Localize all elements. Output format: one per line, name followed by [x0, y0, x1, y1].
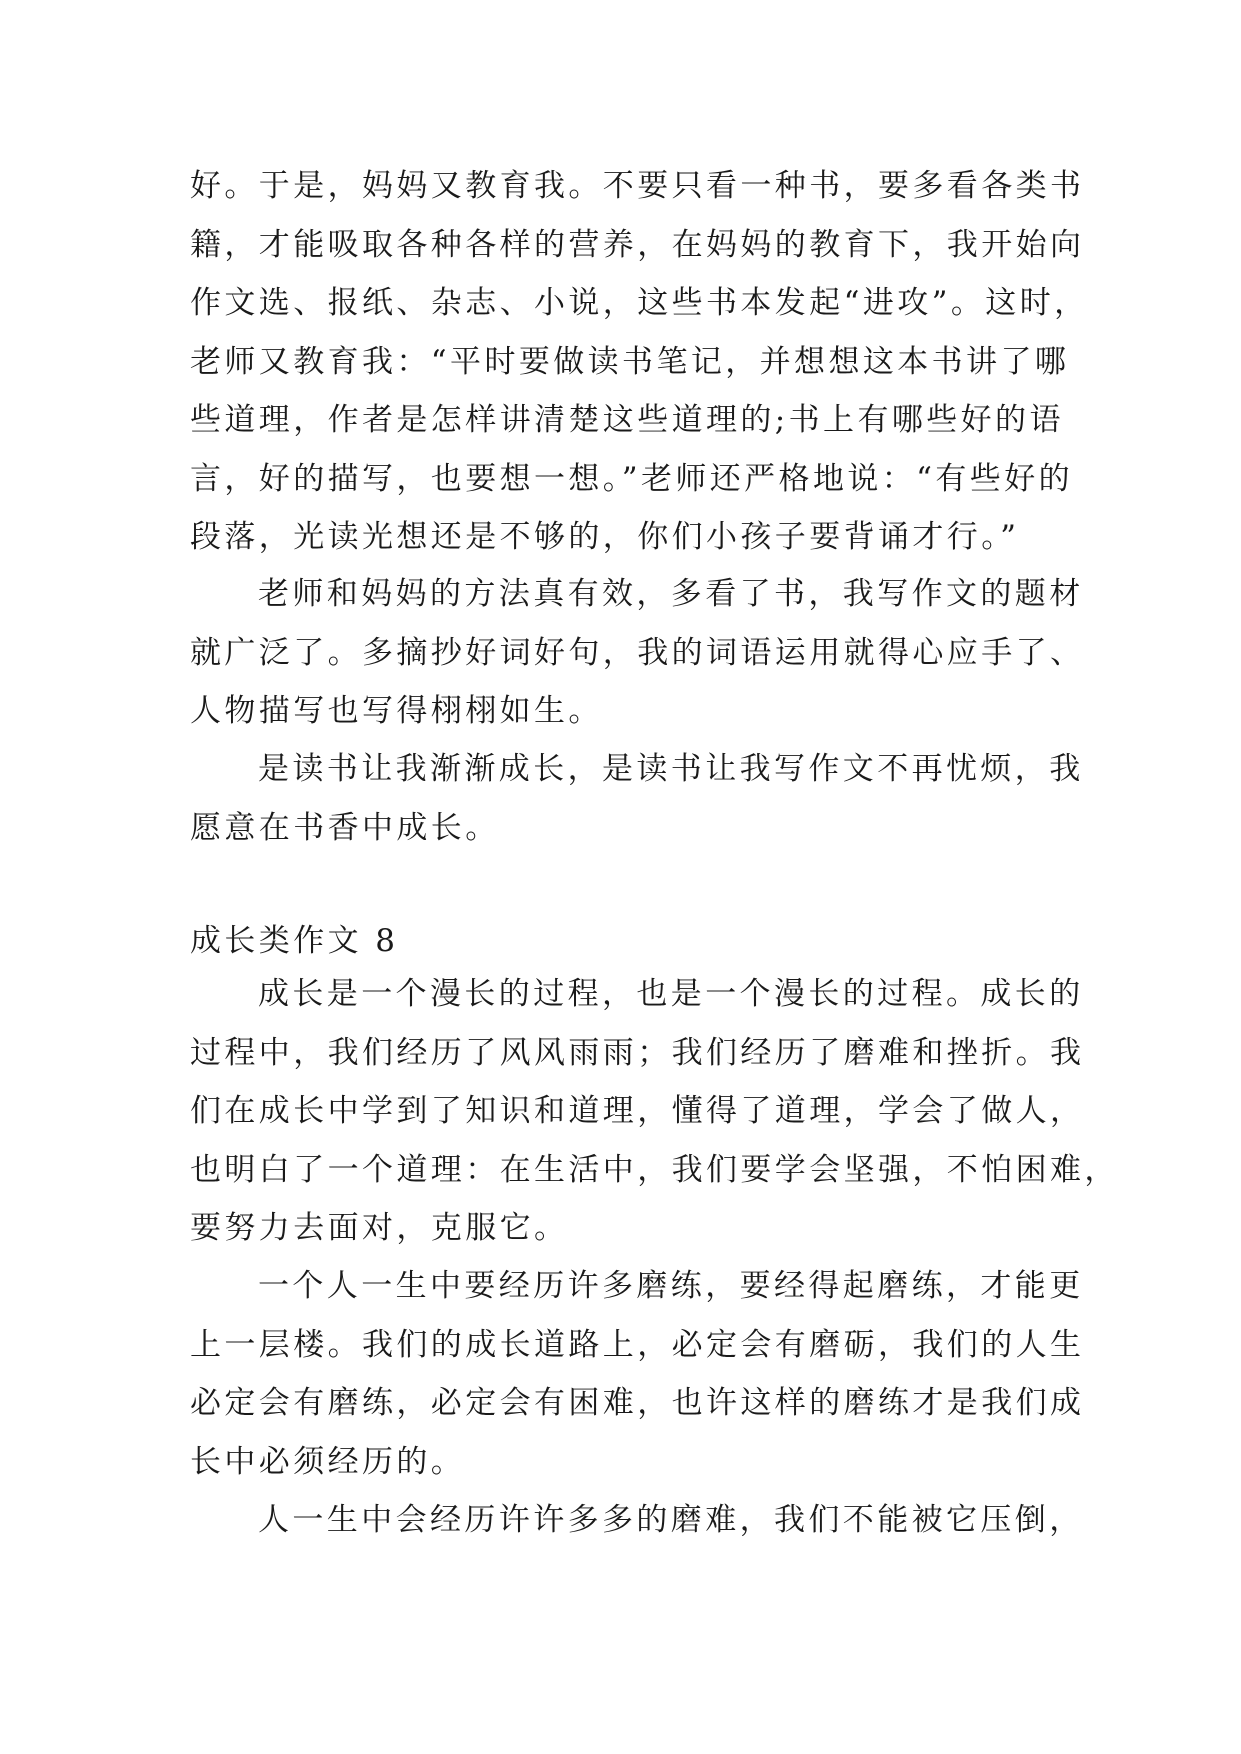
paragraph-line: 人一生中会经历许许多多的磨难，我们不能被它压倒， [258, 1502, 1084, 1538]
paragraph-line: 作文选、报纸、杂志、小说，这些书本发起“进攻”。这时， [190, 285, 1089, 321]
paragraph-line: 是读书让我渐渐成长，是读书让我写作文不再忧烦，我 [258, 751, 1084, 787]
paragraph-line: 老师和妈妈的方法真有效，多看了书，我写作文的题材 [258, 576, 1084, 612]
paragraph-line: 们在成长中学到了知识和道理，懂得了道理，学会了做人， [190, 1093, 1085, 1129]
paragraph-method [190, 565, 1085, 741]
paragraph-line: 上一层楼。我们的成长道路上，必定会有磨砺，我们的人生 [190, 1326, 1085, 1363]
section-heading [190, 912, 1060, 971]
paragraph-line: 要努力去面对，克服它。 [190, 1210, 569, 1246]
paragraph-line: 过程中，我们经历了风风雨雨；我们经历了磨难和挫折。我 [190, 1034, 1085, 1071]
paragraph-line: 长中必须经历的。 [190, 1443, 466, 1480]
paragraph-line: 老师又教育我：“平时要做读书笔记，并想想这本书讲了哪 [190, 343, 1070, 380]
paragraph-line: 愿意在书香中成长。 [190, 809, 500, 846]
paragraph-line: 言，好的描写，也要想一想。”老师还严格地说：“有些好的 [190, 460, 1073, 497]
paragraph-continued [190, 157, 1089, 567]
paragraph-tempering [190, 1257, 1085, 1491]
paragraph-line: 成长是一个漫长的过程，也是一个漫长的过程。成长的 [258, 976, 1084, 1012]
paragraph-line: 也明白了一个道理：在生活中，我们要学会坚强，不怕困难， [190, 1151, 1119, 1188]
paragraph-line: 些道理，作者是怎样讲清楚这些道理的;书上有哪些好的语 [190, 402, 1064, 438]
paragraph-line: 人物描写也写得栩栩如生。 [190, 693, 603, 729]
paragraph-hardship [190, 1491, 1084, 1550]
paragraph-line: 籍，才能吸取各种各样的营养，在妈妈的教育下，我开始向 [190, 226, 1085, 263]
paragraph-growth-process [190, 965, 1119, 1258]
paragraph-conclusion [190, 740, 1084, 857]
paragraph-line: 好。于是，妈妈又教育我。不要只看一种书，要多看各类书 [190, 168, 1085, 204]
paragraph-line: 一个人一生中要经历许多磨练，要经得起磨练，才能更 [258, 1268, 1084, 1304]
section-heading-text: 成长类作文 8 [190, 923, 399, 959]
paragraph-line: 必定会有磨练，必定会有困难，也许这样的磨练才是我们成 [190, 1385, 1085, 1421]
paragraph-line: 段落，光读光想还是不够的，你们小孩子要背诵才行。” [190, 519, 1020, 555]
paragraph-line: 就广泛了。多摘抄好词好句，我的词语运用就得心应手了、 [190, 634, 1085, 671]
